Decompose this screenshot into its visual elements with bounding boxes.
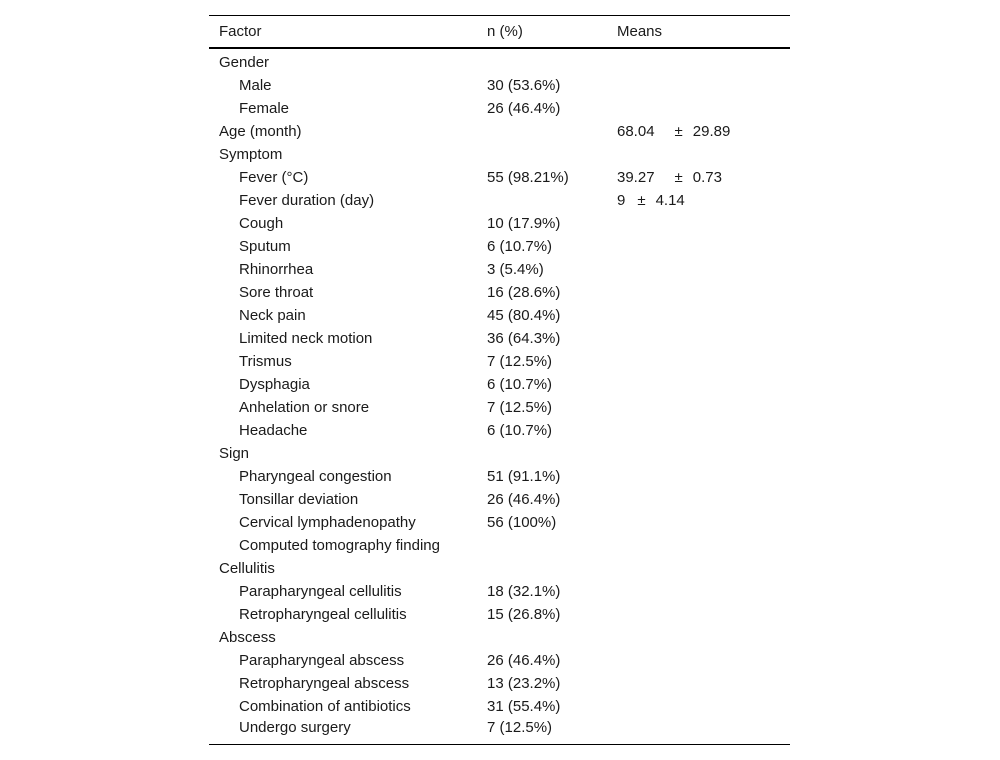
means-cell <box>617 695 790 718</box>
factor-subitem-cell: Anhelation or snore <box>239 399 370 416</box>
n-percent-cell <box>487 120 617 143</box>
means-cell <box>617 557 790 580</box>
means-cell <box>617 626 790 649</box>
factor-subitem-cell: Undergo surgery <box>209 718 487 745</box>
factor-subitem-cell: Pharyngeal congestion <box>239 468 392 485</box>
factor-category-cell: Gender <box>219 54 270 71</box>
means-cell <box>617 396 790 419</box>
table-row <box>209 97 790 120</box>
table-row <box>209 534 790 557</box>
factor-subitem-cell: Combination of antibiotics <box>239 698 411 715</box>
means-cell <box>617 166 790 189</box>
means-cell <box>617 488 790 511</box>
n-percent-cell <box>487 626 617 649</box>
table-row <box>209 120 790 143</box>
header-factor: Factor <box>209 16 487 49</box>
table-row <box>209 281 790 304</box>
factor-category-cell: Age (month) <box>219 123 302 140</box>
clinical-characteristics-table-container <box>209 15 790 745</box>
factor-subitem-cell: Headache <box>239 422 308 439</box>
factor-subitem-cell: Trismus <box>239 353 292 370</box>
n-percent-cell: 55 (98.21%) <box>487 169 569 186</box>
factor-category-cell: Symptom <box>219 146 283 163</box>
n-percent-cell: 3 (5.4%) <box>487 261 544 278</box>
means-cell <box>617 48 790 74</box>
means-cell <box>617 189 790 212</box>
table-row <box>209 557 790 580</box>
table-row <box>209 672 790 695</box>
header-row <box>209 16 790 49</box>
table-row <box>209 74 790 97</box>
means-cell <box>617 74 790 97</box>
means-cell <box>617 442 790 465</box>
table-row <box>209 718 790 745</box>
table-row <box>209 212 790 235</box>
factor-subitem-cell: Male <box>239 77 272 94</box>
n-percent-cell: 6 (10.7%) <box>487 376 553 393</box>
factor-category-cell: Sign <box>219 445 250 462</box>
header-n-percent: n (%) <box>487 16 617 49</box>
table-row <box>209 327 790 350</box>
n-percent-cell: 26 (46.4%) <box>487 100 561 117</box>
factor-subitem-cell: Fever duration (day) <box>239 192 375 209</box>
means-cell <box>617 143 790 166</box>
means-cell <box>617 212 790 235</box>
table-row <box>209 580 790 603</box>
table-row <box>209 258 790 281</box>
plus-minus-symbol: ± <box>674 169 683 186</box>
plus-minus-symbol: ± <box>674 123 683 140</box>
table-row <box>209 465 790 488</box>
n-percent-cell: 45 (80.4%) <box>487 307 561 324</box>
means-cell <box>617 511 790 534</box>
means-cell <box>617 235 790 258</box>
n-percent-cell: 10 (17.9%) <box>487 215 561 232</box>
means-cell <box>617 373 790 396</box>
n-percent-cell <box>487 557 617 580</box>
table-row <box>209 396 790 419</box>
table-row <box>209 626 790 649</box>
means-cell <box>617 580 790 603</box>
n-percent-cell: 31 (55.4%) <box>487 698 561 715</box>
factor-subitem-cell: Sore throat <box>239 284 314 301</box>
factor-subitem-cell: Female <box>239 100 290 117</box>
means-cell <box>617 649 790 672</box>
table-row <box>209 48 790 74</box>
n-percent-cell: 26 (46.4%) <box>487 652 561 669</box>
means-cell <box>617 672 790 695</box>
n-percent-cell: 13 (23.2%) <box>487 675 561 692</box>
table-body <box>209 48 790 745</box>
plus-minus-symbol: ± <box>637 192 646 209</box>
factor-subitem-cell: Sputum <box>239 238 291 255</box>
table-row <box>209 511 790 534</box>
mean-value: 68.04 <box>617 123 655 140</box>
means-cell <box>617 120 790 143</box>
n-percent-cell: 30 (53.6%) <box>487 77 561 94</box>
means-cell <box>617 281 790 304</box>
means-cell <box>617 718 790 745</box>
factor-subitem-cell: Rhinorrhea <box>239 261 314 278</box>
n-percent-cell <box>487 189 617 212</box>
means-cell <box>617 350 790 373</box>
table-row <box>209 603 790 626</box>
sd-value: 0.73 <box>692 169 722 186</box>
factor-subitem-cell: Retropharyngeal cellulitis <box>239 606 407 623</box>
table-row <box>209 143 790 166</box>
factor-category-cell: Abscess <box>219 629 276 646</box>
means-cell <box>617 258 790 281</box>
means-cell <box>617 97 790 120</box>
n-percent-cell: 7 (12.5%) <box>487 718 617 745</box>
means-cell <box>617 603 790 626</box>
header-means: Means <box>617 16 790 49</box>
means-cell <box>617 419 790 442</box>
n-percent-cell: 6 (10.7%) <box>487 238 553 255</box>
clinical-characteristics-table <box>209 15 790 745</box>
n-percent-cell: 16 (28.6%) <box>487 284 561 301</box>
table-row <box>209 350 790 373</box>
table-row <box>209 166 790 189</box>
factor-subitem-cell: Cough <box>239 215 284 232</box>
n-percent-cell: 15 (26.8%) <box>487 606 561 623</box>
n-percent-cell <box>487 48 617 74</box>
table-header <box>209 16 790 49</box>
table-row <box>209 373 790 396</box>
sd-value: 29.89 <box>692 123 731 140</box>
factor-subitem-cell: Computed tomography finding <box>239 537 440 554</box>
n-percent-cell: 51 (91.1%) <box>487 468 561 485</box>
table-row <box>209 488 790 511</box>
n-percent-cell: 7 (12.5%) <box>487 399 553 416</box>
n-percent-cell <box>487 534 617 557</box>
factor-subitem-cell: Fever (°C) <box>239 169 309 186</box>
table-row <box>209 442 790 465</box>
means-cell <box>617 534 790 557</box>
factor-subitem-cell: Parapharyngeal cellulitis <box>239 583 402 600</box>
mean-value: 39.27 <box>617 169 655 186</box>
factor-subitem-cell: Tonsillar deviation <box>239 491 359 508</box>
table-row <box>209 304 790 327</box>
factor-subitem-cell: Limited neck motion <box>239 330 373 347</box>
factor-subitem-cell: Retropharyngeal abscess <box>239 675 410 692</box>
factor-subitem-cell: Cervical lymphadenopathy <box>239 514 416 531</box>
n-percent-cell: 56 (100%) <box>487 514 557 531</box>
n-percent-cell: 36 (64.3%) <box>487 330 561 347</box>
table-row <box>209 695 790 718</box>
n-percent-cell <box>487 143 617 166</box>
n-percent-cell: 26 (46.4%) <box>487 491 561 508</box>
n-percent-cell <box>487 442 617 465</box>
n-percent-cell: 18 (32.1%) <box>487 583 561 600</box>
table-row <box>209 235 790 258</box>
means-cell <box>617 327 790 350</box>
factor-category-cell: Cellulitis <box>219 560 275 577</box>
table-row <box>209 189 790 212</box>
sd-value: 4.14 <box>655 192 685 209</box>
means-cell <box>617 465 790 488</box>
factor-subitem-cell: Parapharyngeal abscess <box>239 652 405 669</box>
mean-value: 9 <box>617 192 626 209</box>
table-row <box>209 649 790 672</box>
factor-subitem-cell: Dysphagia <box>239 376 310 393</box>
n-percent-cell: 7 (12.5%) <box>487 353 553 370</box>
means-cell <box>617 304 790 327</box>
factor-subitem-cell: Neck pain <box>239 307 306 324</box>
table-row <box>209 419 790 442</box>
n-percent-cell: 6 (10.7%) <box>487 422 553 439</box>
